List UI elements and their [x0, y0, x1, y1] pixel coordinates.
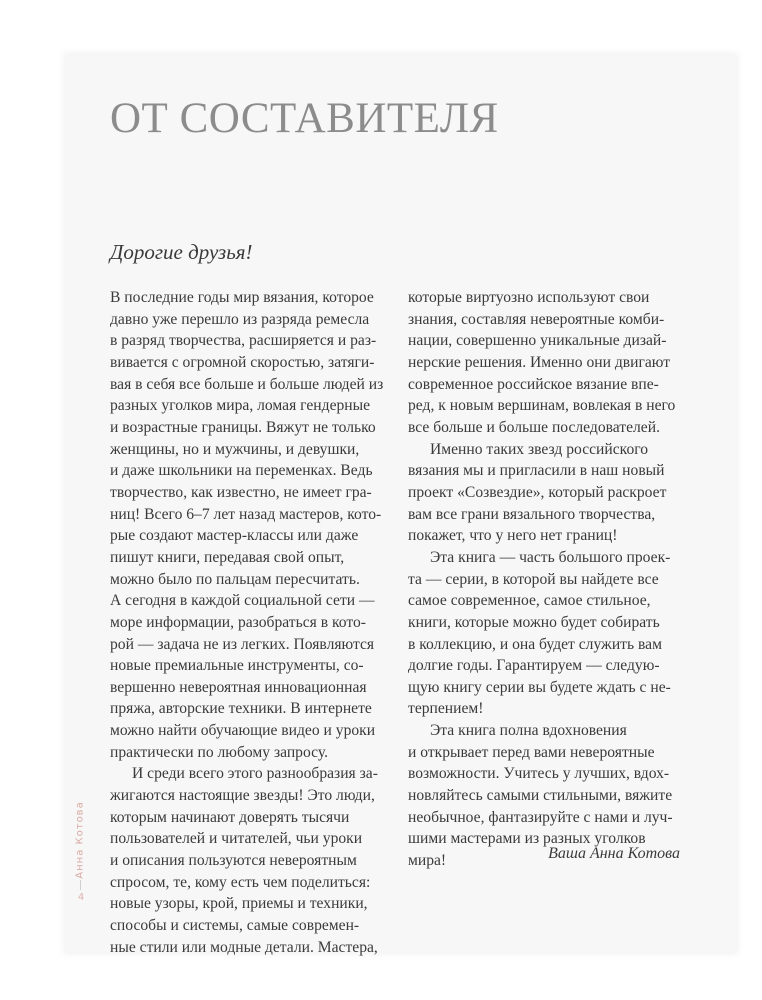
text-line: давно уже перешло из разряда ремесла [110, 310, 370, 328]
right-text-column [408, 287, 698, 872]
text-line: можно найти обучающие видео и уроки [110, 722, 376, 740]
text-line: шими мастерами из разных уголков [408, 830, 646, 848]
text-line: которым начинают доверять тысячи [110, 808, 350, 826]
text-line: вам все грани вязального творчества, [408, 505, 656, 523]
text-line: в коллекцию, и она будет служить вам [408, 635, 662, 653]
text-line: долгие годы. Гарантируем — следую- [408, 657, 660, 675]
text-line: И среди всего этого разнообразия за- [132, 765, 378, 783]
side-running-head [70, 800, 90, 880]
text-line: ные стили или модные детали. Мастера, [110, 938, 378, 956]
text-line: та — серии, в которой вы найдете все [408, 570, 659, 588]
text-line: покажет, что у него нет границ! [408, 527, 618, 545]
text-line: Эта книга — часть большого проек- [430, 548, 671, 566]
text-line: и открывает перед вами невероятные [408, 743, 655, 761]
text-line: вая в себя все больше и больше людей из [110, 375, 384, 393]
side-author-name: Анна Котова [74, 801, 86, 879]
signature: Ваша Анна Котова [548, 845, 680, 862]
text-line: и описания пользуются невероятным [110, 852, 357, 870]
text-line: нерские решения. Именно они двигают [408, 353, 671, 371]
text-line: способы и системы, самые современ- [110, 917, 360, 935]
text-line: современное российское вязание впе- [408, 375, 659, 393]
text-line: Эта книга полна вдохновения [430, 722, 627, 740]
text-line: проект «Созвездие», который раскроет [408, 483, 667, 501]
text-line: рые создают мастер-классы или даже [110, 527, 359, 545]
text-line: можно было по пальцам пересчитать. [110, 570, 360, 588]
text-line: новые узоры, крой, приемы и техники, [110, 895, 368, 913]
text-line: и даже школьники на переменках. Ведь [110, 462, 373, 480]
text-line: пользователей и читателей, чьи уроки [110, 830, 363, 848]
text-line: А сегодня в каждой социальной сети — [110, 592, 375, 610]
text-line: спросом, те, кому есть чем поделиться: [110, 873, 371, 891]
text-line: женщины, но и мужчины, и девушки, [110, 440, 360, 458]
text-line: вязания мы и пригласили в наш новый [408, 462, 665, 480]
text-line: вершенно невероятная инновационная [110, 678, 367, 696]
text-line: творчество, как известно, не имеет гра- [110, 483, 372, 501]
text-line: пишут книги, передавая свой опыт, [110, 548, 345, 566]
page-title: ОТ СОСТАВИТЕЛЯ [110, 95, 499, 142]
text-line: которые виртуозно используют свои [408, 289, 650, 306]
text-line: терпением! [408, 700, 484, 718]
text-line: новляйтесь самыми стильными, вяжите [408, 787, 673, 805]
text-line: все больше и больше последователей. [408, 418, 660, 436]
text-line: новые премиальные инструменты, со- [110, 657, 364, 675]
text-line: В последние годы мир вязания, которое [110, 289, 374, 306]
text-line: жигаются настоящие звезды! Это люди, [110, 787, 375, 805]
text-line: ред, к новым вершинам, вовлекая в него [408, 397, 676, 415]
text-line: книги, которые можно будет собирать [408, 613, 660, 631]
text-line: возможности. Учитесь у лучших, вдох- [408, 765, 670, 783]
text-line: море информации, разобраться в кото- [110, 613, 366, 631]
greeting: Дорогие друзья! [110, 240, 253, 264]
text-line: разных уголков мира, ломая гендерные [110, 397, 371, 415]
text-line: и возрастные границы. Вяжут не только [110, 418, 376, 436]
page-number: 4 [77, 892, 85, 903]
text-line: необычное, фантазируйте с нами и луч- [408, 808, 673, 826]
text-line: нации, совершенно уникальные дизай- [408, 332, 667, 350]
left-text-column [110, 287, 395, 958]
text-line: мира! [408, 852, 447, 870]
text-line: самое современное, самое стильное, [408, 592, 651, 610]
text-line: практически по любому запросу. [110, 743, 329, 761]
text-line: ниц! Всего 6–7 лет назад мастеров, кото- [110, 505, 382, 523]
text-line: пряжа, авторские техники. В интернете [110, 700, 372, 718]
text-line: знания, составляя невероятные комби- [408, 310, 665, 328]
text-line: вивается с огромной скоростью, затяги- [110, 353, 375, 371]
text-line: рой — задача не из легких. Появляются [110, 635, 375, 653]
side-divider [80, 880, 81, 890]
text-line: щую книгу серии вы будете ждать с не- [408, 678, 671, 696]
text-line: в разряд творчества, расширяется и раз- [110, 332, 377, 350]
text-line: Именно таких звезд российского [430, 440, 649, 458]
